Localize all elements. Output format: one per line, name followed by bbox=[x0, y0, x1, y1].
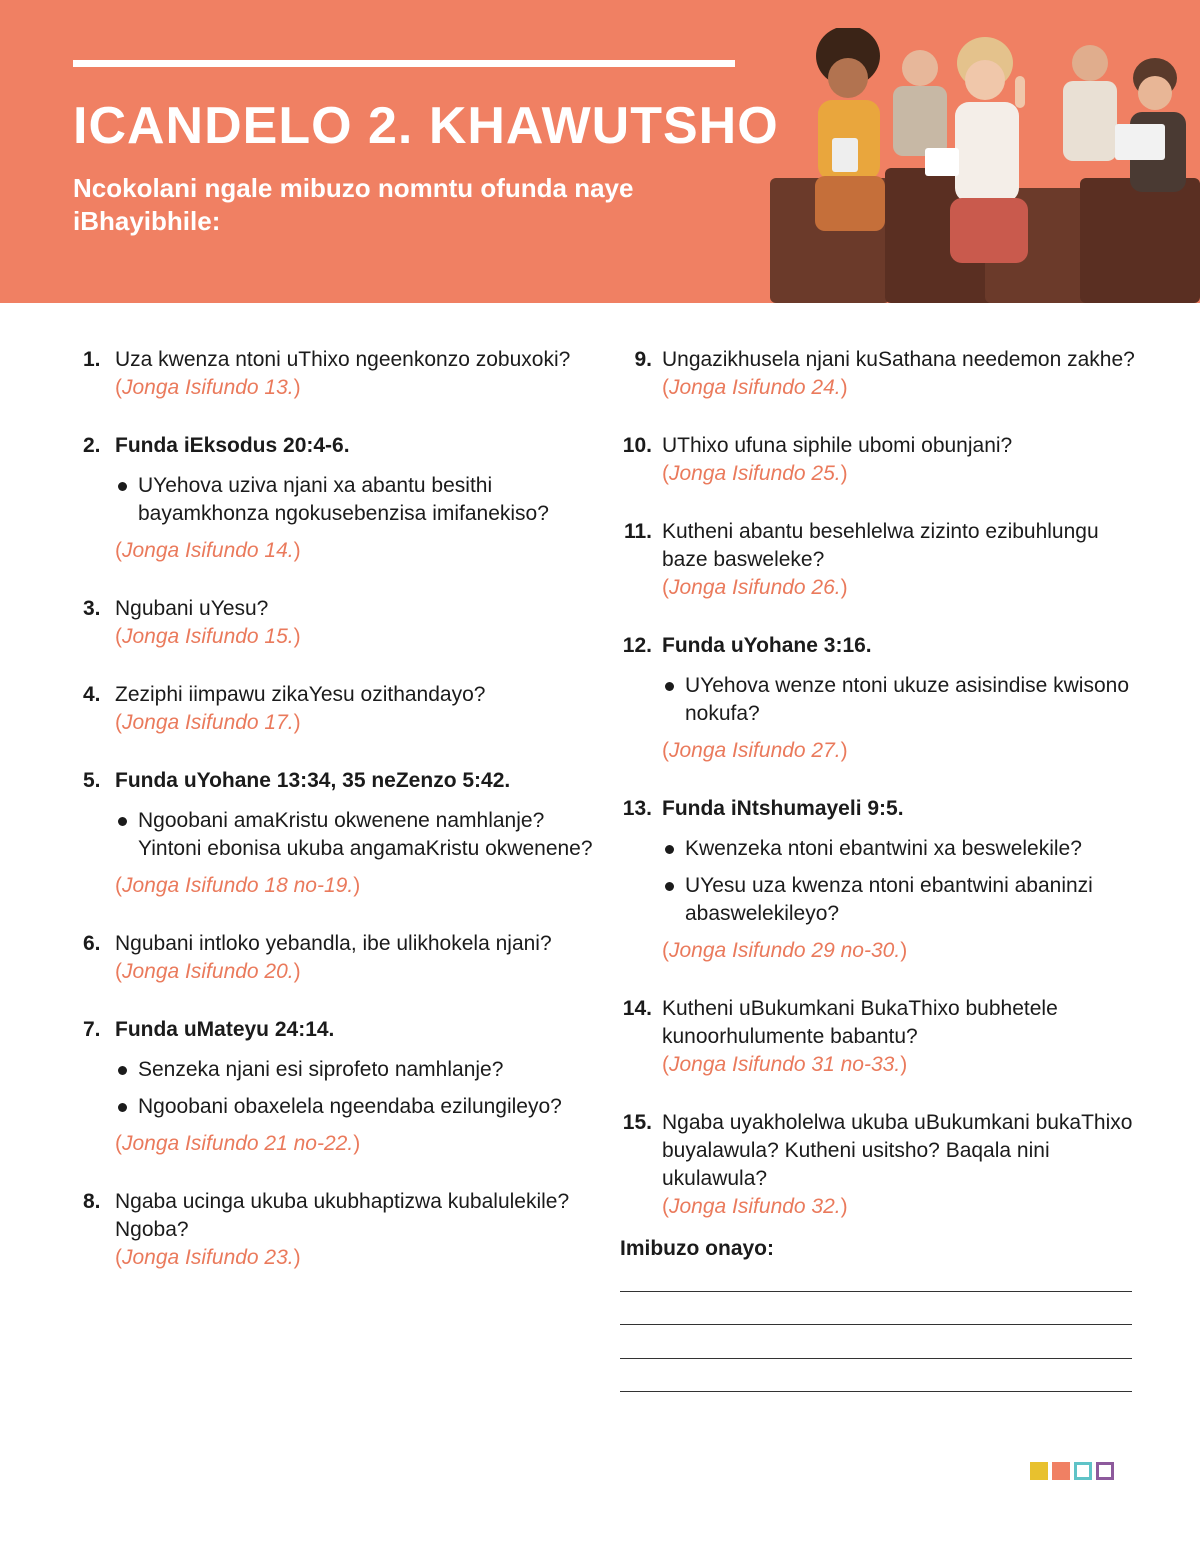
bullet-item: UYehova wenze ntoni ukuze asisindise kwisono nokufa? bbox=[662, 672, 1138, 728]
question-text: Ngubani intloko yebandla, ibe ulikhokela njani? bbox=[115, 932, 552, 955]
question-item bbox=[618, 632, 1138, 765]
lesson-reference: (Jonga Isifundo 24.) bbox=[662, 376, 848, 399]
lesson-reference: (Jonga Isifundo 29 no-30.) bbox=[662, 939, 908, 962]
question-number: 13. bbox=[622, 797, 652, 820]
section-indicator bbox=[1030, 1462, 1114, 1480]
note-writing-line[interactable] bbox=[620, 1324, 1132, 1325]
bullet-list bbox=[115, 807, 603, 863]
lesson-reference: (Jonga Isifundo 26.) bbox=[662, 576, 848, 599]
question-item bbox=[83, 1188, 603, 1272]
lesson-reference: (Jonga Isifundo 14.) bbox=[115, 539, 301, 562]
question-text: UThixo ufuna siphile ubomi obunjani? bbox=[662, 434, 1013, 457]
lesson-reference: (Jonga Isifundo 18 no-19.) bbox=[115, 874, 361, 897]
question-item bbox=[618, 1109, 1138, 1221]
indicator-square-filled bbox=[1030, 1462, 1048, 1480]
bullet-item: UYesu uza kwenza ntoni ebantwini abaninzi abaswelekileyo? bbox=[662, 872, 1138, 928]
indicator-square-outline bbox=[1096, 1462, 1114, 1480]
indicator-square-filled bbox=[1052, 1462, 1070, 1480]
question-number: 14. bbox=[622, 997, 652, 1020]
header-rule bbox=[73, 60, 735, 67]
bullet-item: Kwenzeka ntoni ebantwini xa beswelekile? bbox=[662, 835, 1138, 863]
question-item bbox=[83, 681, 603, 737]
question-number: 11. bbox=[623, 520, 652, 543]
question-text: Funda iEksodus 20:4-6. bbox=[115, 434, 350, 457]
question-item bbox=[618, 795, 1138, 965]
question-item bbox=[618, 432, 1138, 488]
lesson-reference: (Jonga Isifundo 17.) bbox=[115, 711, 301, 734]
question-text: Funda uYohane 13:34, 35 neZenzo 5:42. bbox=[115, 769, 511, 792]
bullet-list bbox=[115, 472, 603, 528]
question-item bbox=[83, 930, 603, 986]
question-item bbox=[618, 518, 1138, 602]
question-number: 2. bbox=[83, 434, 101, 457]
lesson-reference: (Jonga Isifundo 13.) bbox=[115, 376, 301, 399]
question-text: Ngaba ucinga ukuba ukubhaptizwa kubalulekile? Ngoba? bbox=[115, 1190, 570, 1241]
lesson-reference: (Jonga Isifundo 23.) bbox=[115, 1246, 301, 1269]
question-item bbox=[83, 346, 603, 402]
questions-left-column bbox=[83, 346, 603, 1302]
question-number: 8. bbox=[83, 1190, 101, 1213]
lesson-reference: (Jonga Isifundo 20.) bbox=[115, 960, 301, 983]
note-writing-line[interactable] bbox=[620, 1358, 1132, 1359]
question-item bbox=[618, 346, 1138, 402]
question-number: 7. bbox=[83, 1018, 101, 1041]
question-number: 1. bbox=[83, 348, 101, 371]
indicator-square-outline bbox=[1074, 1462, 1092, 1480]
bullet-list bbox=[662, 835, 1138, 928]
question-number: 5. bbox=[83, 769, 101, 792]
lesson-reference: (Jonga Isifundo 31 no-33.) bbox=[662, 1053, 908, 1076]
question-text: Ungazikhusela njani kuSathana needemon zakhe? bbox=[662, 348, 1135, 371]
question-item bbox=[618, 995, 1138, 1079]
page-subtitle: Ncokolani ngale mibuzo nomntu ofunda naye iBhayibhile: bbox=[73, 173, 634, 236]
question-text: Kutheni uBukumkani BukaThixo bubhetele kunoorhulumente babantu? bbox=[662, 997, 1058, 1048]
question-text: Ngubani uYesu? bbox=[115, 597, 269, 620]
notes-label: Imibuzo onayo: bbox=[620, 1237, 774, 1260]
people-illustration bbox=[760, 28, 1200, 303]
bullet-item: Ngoobani obaxelela ngeendaba ezilungileyo? bbox=[115, 1093, 603, 1121]
page-title: ICANDELO 2. KHAWUTSHO bbox=[73, 97, 779, 155]
question-item bbox=[83, 1016, 603, 1158]
lesson-reference: (Jonga Isifundo 25.) bbox=[662, 462, 848, 485]
question-text: Kutheni abantu besehlelwa zizinto ezibuhlungu baze basweleke? bbox=[662, 520, 1099, 571]
question-item bbox=[83, 432, 603, 565]
question-text: Funda iNtshumayeli 9:5. bbox=[662, 797, 904, 820]
question-number: 6. bbox=[83, 932, 101, 955]
question-text: Funda uYohane 3:16. bbox=[662, 634, 872, 657]
bullet-item: Senzeka njani esi siprofeto namhlanje? bbox=[115, 1056, 603, 1084]
bullet-list bbox=[662, 672, 1138, 728]
question-number: 15. bbox=[622, 1111, 652, 1134]
note-writing-line[interactable] bbox=[620, 1391, 1132, 1392]
question-text: Ngaba uyakholelwa ukuba uBukumkani bukaThixo buyalawula? Kutheni usitsho? Baqala nini ukulawula? bbox=[662, 1111, 1133, 1190]
bullet-list bbox=[115, 1056, 603, 1121]
bullet-item: Ngoobani amaKristu okwenene namhlanje? Yintoni ebonisa ukuba angamaKristu okwenene? bbox=[115, 807, 603, 863]
question-text: Zeziphi iimpawu zikaYesu ozithandayo? bbox=[115, 683, 486, 706]
lesson-reference: (Jonga Isifundo 27.) bbox=[662, 739, 848, 762]
question-number: 10. bbox=[622, 434, 652, 457]
questions-right-column bbox=[618, 346, 1138, 1251]
note-writing-line[interactable] bbox=[620, 1291, 1132, 1292]
question-number: 4. bbox=[83, 683, 101, 706]
question-number: 3. bbox=[83, 597, 101, 620]
lesson-reference: (Jonga Isifundo 15.) bbox=[115, 625, 301, 648]
question-text: Uza kwenza ntoni uThixo ngeenkonzo zobuxoki? bbox=[115, 348, 571, 371]
question-number: 12. bbox=[622, 634, 652, 657]
header-banner bbox=[0, 0, 1200, 303]
question-item bbox=[83, 595, 603, 651]
bullet-item: UYehova uziva njani xa abantu besithi bayamkhonza ngokusebenzisa imifanekiso? bbox=[115, 472, 603, 528]
question-text: Funda uMateyu 24:14. bbox=[115, 1018, 335, 1041]
lesson-reference: (Jonga Isifundo 32.) bbox=[662, 1195, 848, 1218]
question-item bbox=[83, 767, 603, 900]
lesson-reference: (Jonga Isifundo 21 no-22.) bbox=[115, 1132, 361, 1155]
question-number: 9. bbox=[634, 348, 652, 371]
